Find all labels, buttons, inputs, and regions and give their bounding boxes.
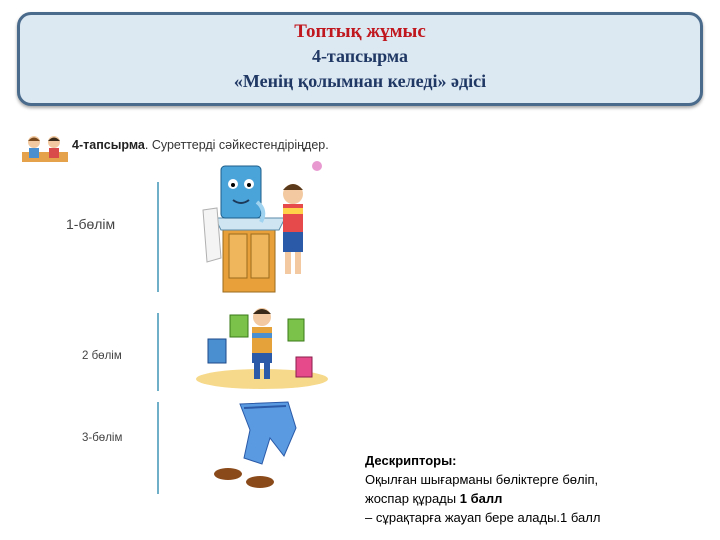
header-box [17, 12, 703, 106]
washbasin-boy-illustration [195, 158, 330, 296]
part-3-label: 3-бөлім [82, 432, 123, 444]
kids-icon [22, 134, 68, 162]
descriptor-line-2: жоспар құрады 1 балл [365, 491, 503, 506]
jeans-shoes-illustration [200, 398, 320, 494]
part-3-divider [157, 402, 159, 494]
descriptors-block [365, 451, 705, 527]
descriptor-line-1: Оқылған шығарманы бөліктерге бөліп, [365, 472, 599, 487]
task-instruction: 4-тапсырма. Суреттерді сәйкестендіріңдер. [72, 138, 329, 152]
boy-books-illustration [192, 303, 332, 391]
part-1-label: 1-бөлім [66, 216, 116, 232]
descriptor-line-3: – сұрақтарға жауап бере алады.1 балл [365, 510, 601, 525]
header-title: Топтық жұмыс [294, 21, 426, 42]
header-method: «Менің қолымнан келеді» әдісі [233, 71, 487, 91]
part-2-divider [157, 313, 159, 391]
descriptors-title: Дескрипторы: [365, 453, 457, 468]
part-2-label: 2 бөлім [82, 350, 122, 362]
header-task-number: 4-тапсырма [311, 46, 409, 66]
part-1-divider [157, 182, 159, 292]
